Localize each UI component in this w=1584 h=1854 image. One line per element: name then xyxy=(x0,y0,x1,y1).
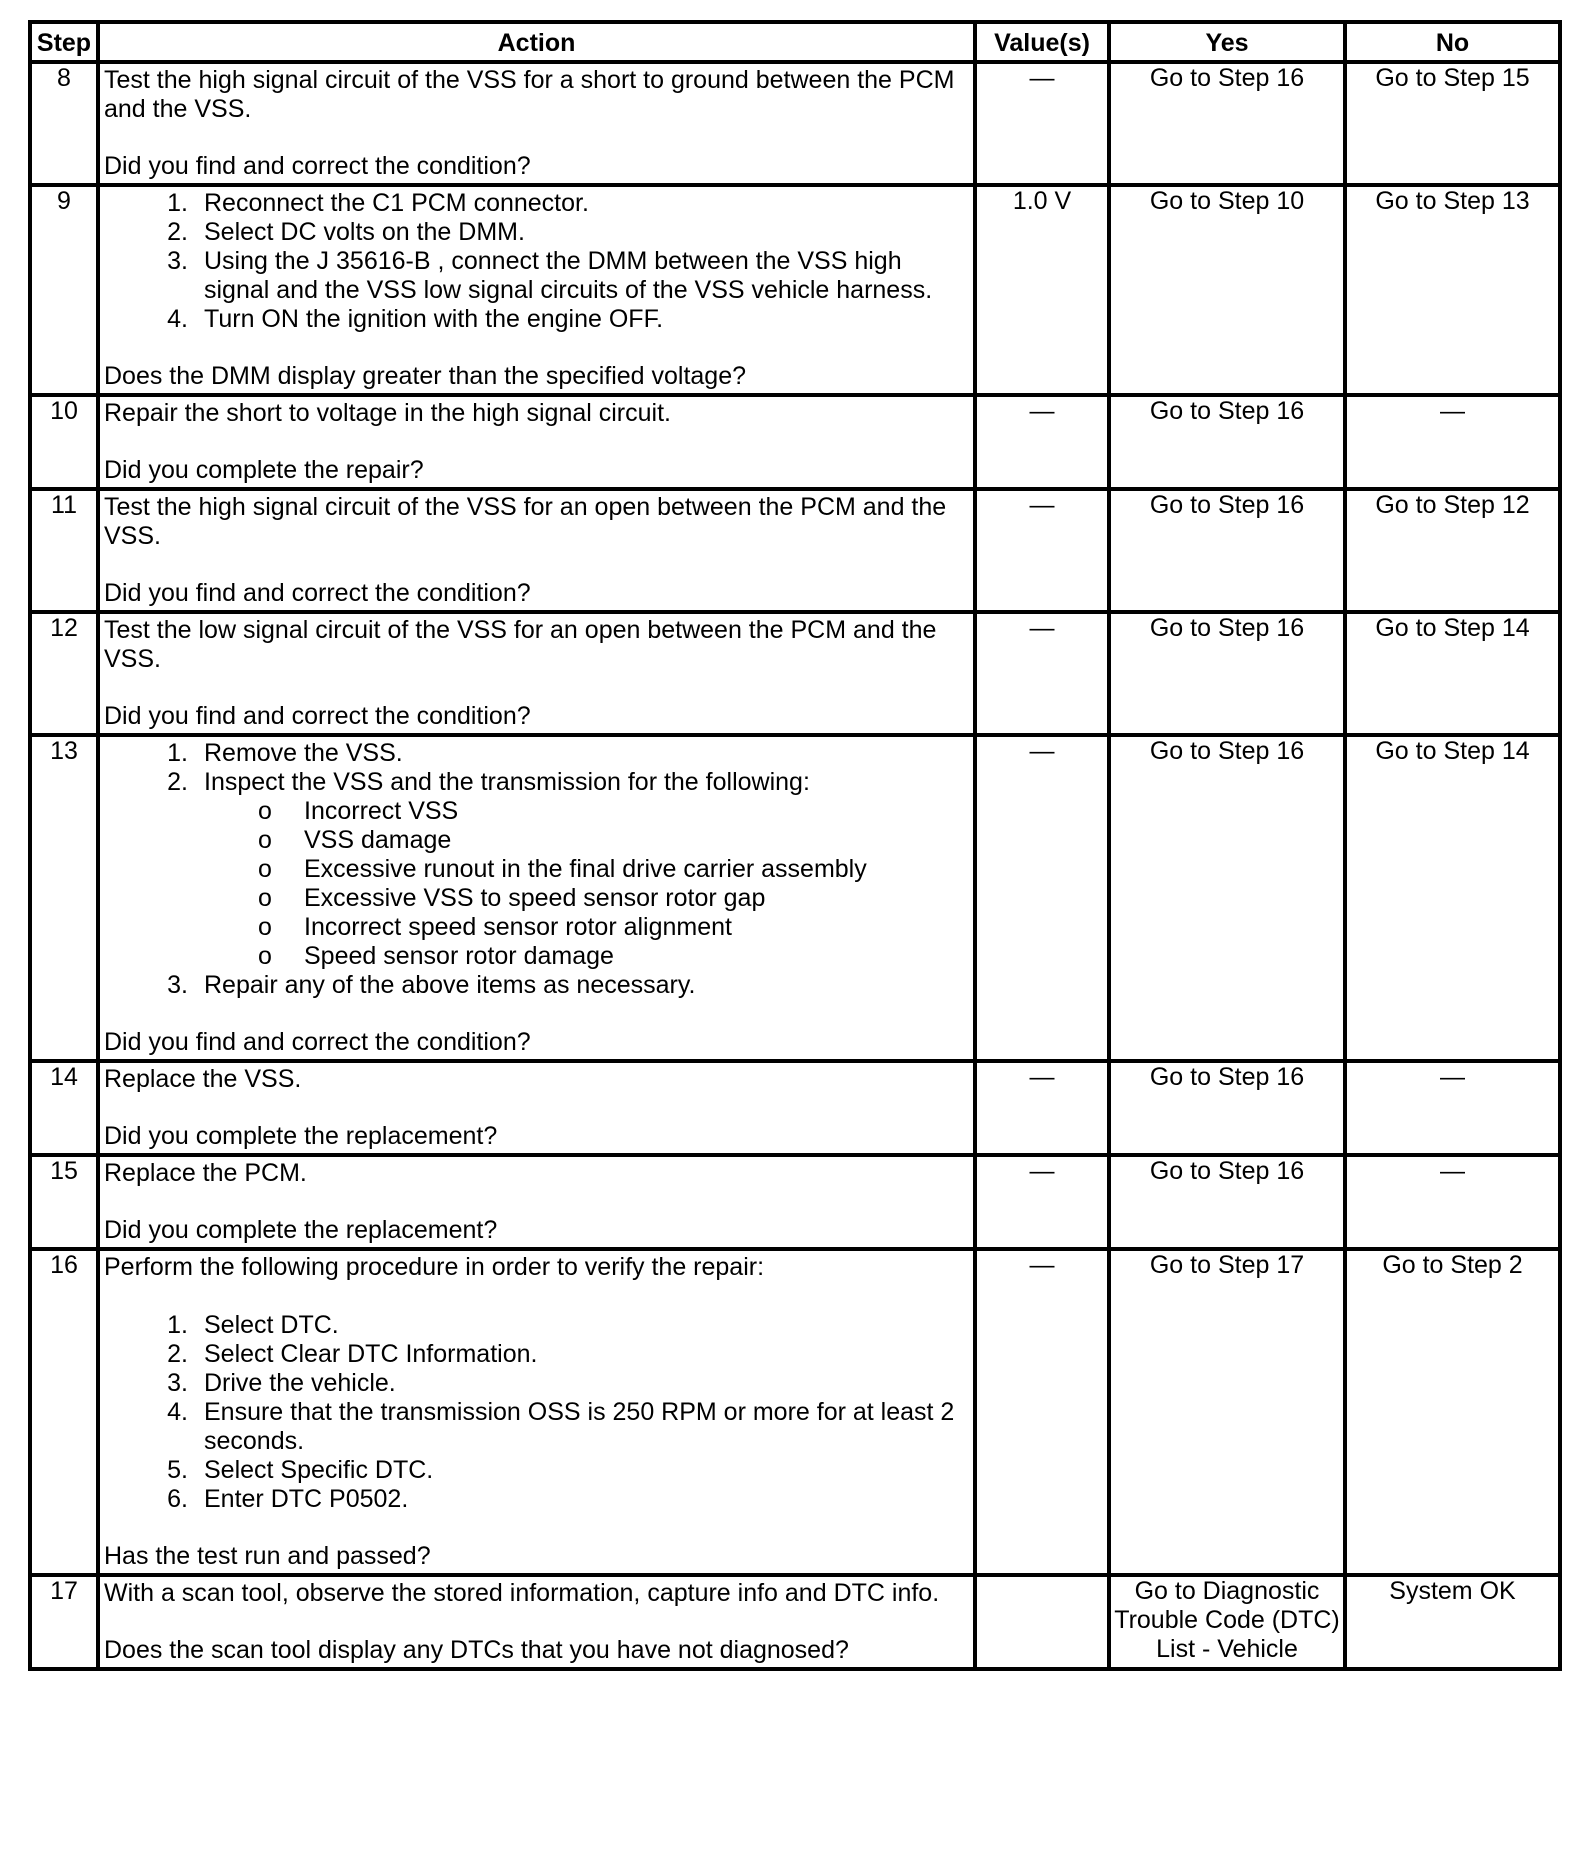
value-cell: — xyxy=(975,735,1109,1061)
no-cell: Go to Step 13 xyxy=(1345,185,1560,395)
table-row xyxy=(30,1155,1560,1249)
value-cell: — xyxy=(975,1249,1109,1575)
action-question: Did you complete the replacement? xyxy=(104,1122,498,1150)
list-item: Select Specific DTC. xyxy=(204,1456,434,1484)
list-item-text: Inspect the VSS and the transmission for the following: xyxy=(204,768,810,796)
action-text: With a scan tool, observe the stored information, capture info and DTC info. xyxy=(104,1579,940,1607)
action-question: Did you find and correct the condition? xyxy=(104,579,531,607)
value-cell: — xyxy=(975,62,1109,185)
value-cell: 1.0 V xyxy=(975,185,1109,395)
action-question: Did you find and correct the condition? xyxy=(104,1028,531,1056)
sub-list-item: o VSS damage xyxy=(304,826,967,855)
action-text: Replace the VSS. xyxy=(104,1065,302,1093)
list-item: Drive the vehicle. xyxy=(204,1369,396,1397)
table-row xyxy=(30,1575,1560,1669)
list-item xyxy=(204,768,967,971)
sub-list-item: o Excessive VSS to speed sensor rotor gap xyxy=(304,884,967,913)
no-cell: Go to Step 15 xyxy=(1345,62,1560,185)
action-cell xyxy=(98,1061,975,1155)
header-action: Action xyxy=(98,22,975,62)
action-cell xyxy=(98,735,975,1061)
yes-cell: Go to Step 16 xyxy=(1109,62,1345,185)
header-no: No xyxy=(1345,22,1560,62)
sub-list-item: o Excessive runout in the final drive carrier assembly xyxy=(304,855,967,884)
no-cell: System OK xyxy=(1345,1575,1560,1669)
yes-cell: Go to Step 16 xyxy=(1109,1155,1345,1249)
action-text: Test the low signal circuit of the VSS for an open between the PCM and the VSS. xyxy=(104,616,937,673)
yes-cell: Go to Step 16 xyxy=(1109,395,1345,489)
value-cell: — xyxy=(975,395,1109,489)
action-text: Perform the following procedure in order to verify the repair: xyxy=(104,1253,765,1281)
value-cell: — xyxy=(975,1061,1109,1155)
yes-cell: Go to Step 16 xyxy=(1109,1061,1345,1155)
diagnostic-table xyxy=(28,20,1562,1671)
step-number: 15 xyxy=(30,1155,98,1249)
action-cell xyxy=(98,489,975,612)
value-cell: — xyxy=(975,612,1109,735)
list-item: Using the J 35616-B , connect the DMM between the VSS high signal and the VSS low signal circuits of the VSS vehicle harness. xyxy=(204,247,933,304)
sub-list-item: o Speed sensor rotor damage xyxy=(304,942,967,971)
no-cell: — xyxy=(1345,395,1560,489)
list-item: Turn ON the ignition with the engine OFF. xyxy=(204,305,664,333)
value-cell: — xyxy=(975,489,1109,612)
no-cell: — xyxy=(1345,1155,1560,1249)
action-question: Did you complete the repair? xyxy=(104,456,424,484)
table-row xyxy=(30,735,1560,1061)
value-cell: — xyxy=(975,1155,1109,1249)
step-number: 17 xyxy=(30,1575,98,1669)
action-cell xyxy=(98,1155,975,1249)
no-cell: Go to Step 14 xyxy=(1345,735,1560,1061)
table-row xyxy=(30,612,1560,735)
table-row xyxy=(30,185,1560,395)
action-question: Did you find and correct the condition? xyxy=(104,702,531,730)
value-cell xyxy=(975,1575,1109,1669)
step-number: 9 xyxy=(30,185,98,395)
step-number: 16 xyxy=(30,1249,98,1575)
step-number: 8 xyxy=(30,62,98,185)
table-row xyxy=(30,1249,1560,1575)
action-cell xyxy=(98,612,975,735)
no-cell: Go to Step 2 xyxy=(1345,1249,1560,1575)
no-cell: — xyxy=(1345,1061,1560,1155)
list-item: Select DTC. xyxy=(204,1311,339,1339)
action-text: Test the high signal circuit of the VSS for a short to ground between the PCM and the VSS. xyxy=(104,66,955,123)
action-text: Test the high signal circuit of the VSS for an open between the PCM and the VSS. xyxy=(104,493,947,550)
no-cell: Go to Step 12 xyxy=(1345,489,1560,612)
table-row xyxy=(30,1061,1560,1155)
action-cell xyxy=(98,1575,975,1669)
action-cell xyxy=(98,1249,975,1575)
sub-list-item: o Incorrect speed sensor rotor alignment xyxy=(304,913,967,942)
sub-list-item: o Incorrect VSS xyxy=(304,797,967,826)
table-row xyxy=(30,489,1560,612)
numbered-list xyxy=(104,739,967,1000)
action-cell xyxy=(98,395,975,489)
step-number: 11 xyxy=(30,489,98,612)
yes-cell: Go to Step 16 xyxy=(1109,735,1345,1061)
list-item: Reconnect the C1 PCM connector. xyxy=(204,189,589,217)
header-yes: Yes xyxy=(1109,22,1345,62)
action-question: Did you find and correct the condition? xyxy=(104,152,531,180)
yes-cell: Go to Diagnostic Trouble Code (DTC) List - Vehicle xyxy=(1109,1575,1345,1669)
action-question: Does the DMM display greater than the specified voltage? xyxy=(104,362,747,390)
yes-cell: Go to Step 16 xyxy=(1109,612,1345,735)
step-number: 10 xyxy=(30,395,98,489)
step-number: 13 xyxy=(30,735,98,1061)
list-item: Select DC volts on the DMM. xyxy=(204,218,525,246)
yes-cell: Go to Step 17 xyxy=(1109,1249,1345,1575)
action-question: Did you complete the replacement? xyxy=(104,1216,498,1244)
action-question: Does the scan tool display any DTCs that you have not diagnosed? xyxy=(104,1636,849,1664)
header-values: Value(s) xyxy=(975,22,1109,62)
action-text: Replace the PCM. xyxy=(104,1159,307,1187)
numbered-list xyxy=(104,189,967,334)
header-step: Step xyxy=(30,22,98,62)
yes-cell: Go to Step 16 xyxy=(1109,489,1345,612)
list-item: Remove the VSS. xyxy=(204,739,403,767)
list-item: Enter DTC P0502. xyxy=(204,1485,409,1513)
action-cell xyxy=(98,62,975,185)
numbered-list xyxy=(104,1311,967,1514)
table-row xyxy=(30,395,1560,489)
step-number: 12 xyxy=(30,612,98,735)
list-item: Select Clear DTC Information. xyxy=(204,1340,538,1368)
action-question: Has the test run and passed? xyxy=(104,1542,431,1570)
list-item: Ensure that the transmission OSS is 250 RPM or more for at least 2 seconds. xyxy=(204,1398,955,1455)
table-row xyxy=(30,62,1560,185)
action-cell xyxy=(98,185,975,395)
no-cell: Go to Step 14 xyxy=(1345,612,1560,735)
yes-cell: Go to Step 10 xyxy=(1109,185,1345,395)
sub-list xyxy=(204,797,967,971)
list-item: Repair any of the above items as necessary. xyxy=(204,971,696,999)
action-text: Repair the short to voltage in the high signal circuit. xyxy=(104,399,671,427)
header-row xyxy=(30,22,1560,62)
step-number: 14 xyxy=(30,1061,98,1155)
